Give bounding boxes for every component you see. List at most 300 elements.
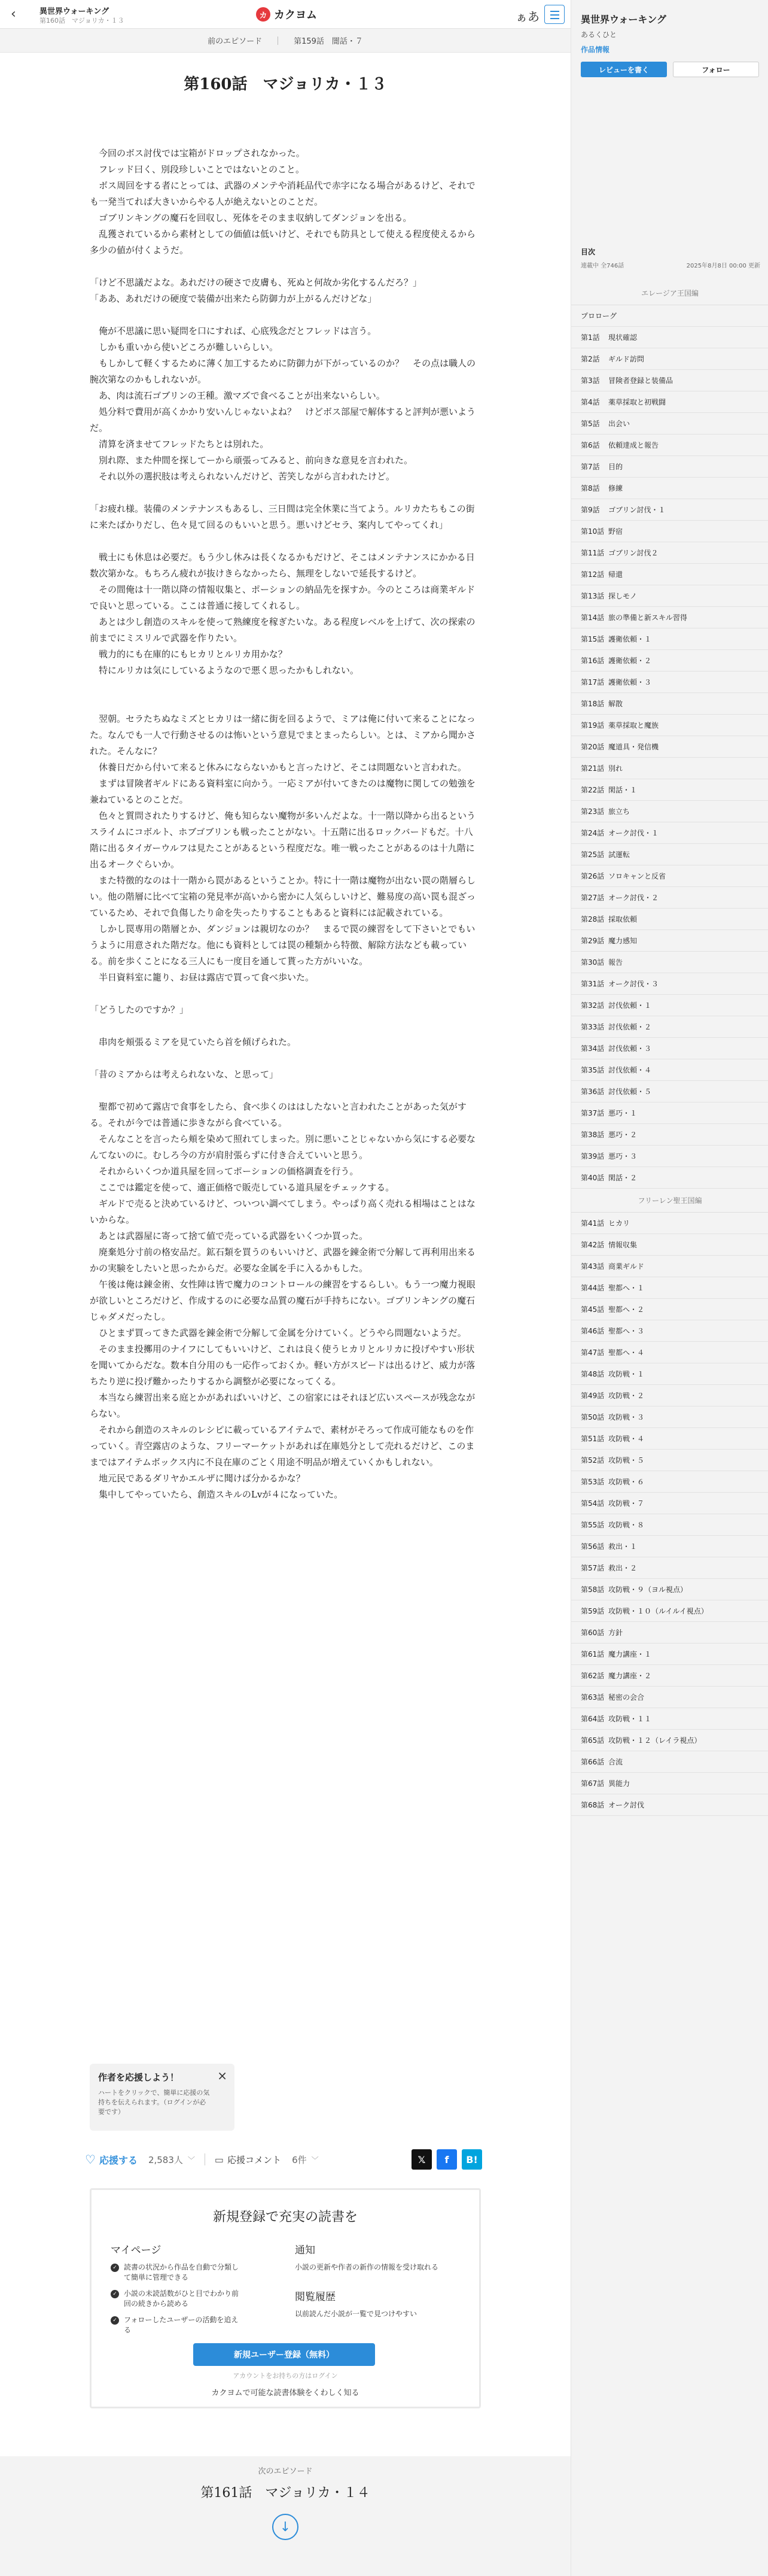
toc-chapter[interactable]: フリーレン聖王国編 [571, 1189, 768, 1213]
body-paragraph: あとは少し創造のスキルを使って熟練度を稼ぎたいな。ある程度レベルを上げて、次の探索の前までにミスリルで武器を作りたい。 [90, 616, 476, 643]
body-paragraph: 今回のボス討伐では宝箱がドロップされなかった。 [90, 148, 305, 159]
toc-item-number: 第7話 [581, 463, 600, 471]
back-arrow-icon[interactable]: ‹ [11, 7, 16, 22]
toc-item[interactable] [571, 499, 768, 521]
toc-item-number: 第33話 [581, 1023, 605, 1031]
body-paragraph: 聖都で初めて露店で食事をしたら、食べ歩くのははしたないと言われたことがあった気がする。それが今では普通に歩きながら食べている。 [90, 1101, 467, 1128]
toc-item-title: ギルド訪問 [608, 355, 644, 363]
body-paragraph: ひとまず買ってきた武器を錬金術で分解して金属を分けていく。どうやら問題ないようだ。 [90, 1328, 467, 1338]
toc-item-number: 第15話 [581, 635, 605, 643]
toc-item-number: 第60話 [581, 1629, 605, 1637]
toc-item[interactable] [571, 1471, 768, 1493]
next-episode [0, 2456, 571, 2576]
toc-item-title: 護衛依頼・２ [608, 657, 652, 665]
toc-item[interactable] [571, 348, 768, 370]
toc-item[interactable] [571, 1342, 768, 1363]
toc-item[interactable] [571, 435, 768, 456]
body-paragraph: 乱獲されているから素材としての価値は低いけど、それでも防具として使える程度使えるから多少の値が付くようだ。 [90, 229, 476, 256]
toc-item[interactable] [571, 607, 768, 628]
x-share-icon[interactable]: 𝕏 [412, 2149, 432, 2170]
toc-item[interactable] [571, 1493, 768, 1514]
body-paragraph: また特徴的なのは十一階から罠があるということか。特に十一階は魔物が出ない罠の階層らしい。他の階層に比べて宝箱の発見率が高いから密かに人気らしいけど、難易度の高い罠も混ざっているため、それで負傷したり命を失ったりすることもあると資料には記載されている。 [90, 875, 476, 918]
toc-item-title: 冒険者登録と装備品 [608, 376, 673, 385]
toc-item[interactable] [571, 1514, 768, 1536]
toc-item-number: 第13話 [581, 592, 605, 600]
toc-item-number: 第8話 [581, 484, 600, 493]
toc-item-title: 旅立ち [608, 807, 630, 816]
body-paragraph: あ、肉は流石ゴブリンの王種。激マズで食べることが出来ないらしい。 [90, 390, 385, 401]
toc-item[interactable] [571, 1773, 768, 1794]
toc-item[interactable] [571, 1600, 768, 1622]
toc-item[interactable] [571, 844, 768, 865]
toc-item-number: 第10話 [581, 527, 605, 536]
toc-item-title: 商業ギルド [608, 1262, 644, 1271]
toc-item-number: 第63話 [581, 1693, 605, 1702]
toc-item-title: オーク討伐・１ [608, 829, 659, 837]
learn-more-link[interactable]: カクヨムで可能な読書体験をくわしく知る [211, 2389, 359, 2398]
body-paragraph: 俺が不思議に思い疑問を口にすれば、心底残念だとフレッドは言う。 [90, 326, 377, 336]
toc-item-title: オーク討伐 [608, 1801, 645, 1809]
toc-item-number: 第21話 [581, 764, 605, 773]
toast-body: ハートをクリックで、簡単に応援の気持ちを伝えられます。（ログインが必要です） [98, 2089, 210, 2116]
toc-item-number: 第65話 [581, 1736, 605, 1745]
toc-item-title: 試運転 [608, 850, 630, 859]
toc-item[interactable] [571, 822, 768, 844]
prev-episode-label[interactable]: 前のエピソード [208, 37, 263, 46]
toc-item-number: 第35話 [581, 1066, 605, 1074]
body-paragraph: ここでは鑑定を使って、適正価格で販売している道具屋をチェックする。 [90, 1182, 395, 1193]
toc-item-title: 攻防戦・１０（ルイルイ視点） [608, 1607, 708, 1615]
toc-item-title: 護衛依頼・１ [608, 635, 652, 643]
heart-icon[interactable]: ♡ [85, 2152, 96, 2167]
toc-item[interactable] [571, 413, 768, 435]
toc-item-title: ゴブリン討伐・１ [608, 506, 666, 514]
toc-item-title: 魔力感知 [608, 937, 638, 945]
toc-item-title: 聖都へ・２ [608, 1305, 645, 1314]
register-promo [90, 2188, 481, 2408]
toc-item-title: 依頼達成と報告 [608, 441, 659, 449]
toc-item-number: 第50話 [581, 1413, 605, 1421]
toc-item[interactable] [571, 1124, 768, 1146]
toc-item-title: 討伐依頼・１ [608, 1001, 652, 1010]
sidebar-work-title[interactable]: 異世界ウォーキング [581, 14, 666, 25]
toc-item-number: 第57話 [581, 1564, 605, 1572]
toc-item-title: 悪巧・２ [608, 1131, 638, 1139]
toc-item[interactable] [571, 1299, 768, 1320]
toc-item-number: 第16話 [581, 657, 605, 665]
support-count[interactable]: 2,583人 [148, 2154, 183, 2165]
write-review-button[interactable]: レビューを書く [581, 62, 667, 77]
body-paragraph: もしかして軽くするために薄く加工するために防御力が下がっているのか？ その点は職人の腕次第なのかもしれないが。 [90, 358, 476, 385]
toc-item-title: 攻防戦・４ [608, 1435, 645, 1443]
toc-item-title: オーク討伐・３ [608, 980, 659, 988]
header-episode-subtitle: 第160話 マジョリカ・１３ [39, 17, 124, 25]
toc-item-title: 救出・２ [608, 1564, 638, 1572]
toc-item-number: 第1話 [581, 333, 600, 342]
mypage-column [111, 2241, 239, 2341]
login-link[interactable]: アカウントをお持ちの方はログイン [233, 2372, 338, 2380]
toc-item[interactable] [571, 1256, 768, 1277]
toc-item[interactable] [571, 370, 768, 391]
toc-item-title: 悪巧・３ [608, 1152, 638, 1161]
toc-item-number: 第46話 [581, 1327, 605, 1335]
body-paragraph: その間俺は十一階以降の情報収集と、ポーションの納品先を探すか。今のところは商業ギルドで良いと思っている。ここは普通に接してくれるし。 [90, 584, 476, 611]
toc-header [581, 247, 760, 269]
toc-item-title: 魔力講座・１ [608, 1650, 652, 1658]
toc-item[interactable] [571, 1665, 768, 1687]
toc-item[interactable] [571, 521, 768, 542]
kakuyomu-logo[interactable] [256, 6, 317, 23]
share-buttons [412, 2149, 482, 2170]
notify-heading: 通知 [295, 2244, 315, 2256]
toc-item-title: 討伐依頼・５ [608, 1087, 652, 1096]
body-paragraph: しかし罠専用の階層とか、ダンジョンは親切なのか？ まるで罠の練習をして下さいとでもいうように用意された階だな。他にも資料としては罠の種類から特徴、解除方法なども載っている。前を歩くことになる三人にも一度目を通して貰った方がいいな。 [90, 924, 476, 967]
toc-item-number: 第31話 [581, 980, 605, 988]
toc-item-title: 聖都へ・３ [608, 1327, 645, 1335]
toc-item-title: 悪巧・１ [608, 1109, 638, 1117]
body-paragraph: 色々と質問されたりするけど、俺も知らない魔物が多いんだよな。十一階以降から出るというスライムにコボルト、ホブゴブリンも戦ったことがない。十五階に出るロックバードもだ。十八階に出るタイガーウルフは見たことがあるという程度だな。唯一戦ったことがあるのは十九階に出るオークぐらいか。 [90, 810, 476, 870]
toc-item-title: 解散 [608, 700, 623, 708]
toc-item-number: 第40話 [581, 1174, 605, 1182]
toc-item[interactable] [571, 650, 768, 672]
toc-item[interactable] [571, 973, 768, 995]
arrow-down-icon[interactable]: ↓ [272, 2514, 298, 2540]
toc-item-number: 第52話 [581, 1456, 605, 1465]
toc-item-title: 攻防戦・８ [608, 1521, 645, 1529]
toc-item[interactable] [571, 1081, 768, 1102]
next-episode-label: 次のエピソード [258, 2467, 313, 2476]
toc-item[interactable] [571, 995, 768, 1016]
body-paragraph: 「お疲れ様。装備のメンテナンスもあるし、三日間は完全休業に当てよう。ルリカたちもこの街に来たばかりだし、色々見て回るのもいいと思う。悪いけどセラ、案内してやってくれ」 [90, 503, 475, 530]
toc-item-number: 第27話 [581, 894, 605, 902]
toc-item[interactable] [571, 1579, 768, 1600]
body-paragraph [90, 1083, 481, 1099]
toc-item-title: 修練 [608, 484, 623, 493]
toc-item-title: 採取依頼 [608, 915, 638, 924]
toc-item-number: 第5話 [581, 420, 600, 428]
comment-count[interactable]: 6件 [292, 2154, 307, 2165]
toc-item[interactable] [571, 1557, 768, 1579]
toc-item-number: 第6話 [581, 441, 600, 449]
toc-item-number: 第12話 [581, 570, 605, 579]
toc-item-title: 攻防戦・１ [608, 1370, 645, 1378]
toc-item[interactable] [571, 564, 768, 585]
toc-item-title: 攻防戦・９（ヨル視点） [608, 1585, 688, 1594]
toc-item-number: 第38話 [581, 1131, 605, 1139]
toc-item-number: 第25話 [581, 850, 605, 859]
toc-item-number: 第42話 [581, 1241, 605, 1249]
toc-item-number: 第34話 [581, 1044, 605, 1053]
toc-item[interactable] [571, 1708, 768, 1730]
toc-item-title: 方針 [608, 1629, 623, 1637]
toc-item-number: 第22話 [581, 786, 605, 794]
toc-item-number: 第59話 [581, 1607, 605, 1615]
toc-item[interactable] [571, 1146, 768, 1167]
body-paragraph: 翌朝。セラたちぬなミズとヒカリは一緒に街を回るようで、ミアは俺に付いて来ることになった。なんでも一人で行動させるのは怖いという意見でまとまったらしい。とは、ミアから聞かされた。そんなに？ [90, 713, 476, 757]
mypage-feature: ✓ フォローしたユーザーの活動を追える [111, 2315, 239, 2335]
toc-item-number: 第23話 [581, 807, 605, 816]
toc-item-number: 第17話 [581, 678, 605, 686]
toc-item[interactable] [571, 585, 768, 607]
toc-item[interactable] [571, 1059, 768, 1081]
toc-item[interactable] [571, 715, 768, 736]
toc-item[interactable] [571, 1385, 768, 1407]
body-paragraph [90, 695, 481, 711]
body-paragraph: フレッド曰く、別段珍しいことではないとのこと。 [90, 164, 304, 175]
toc-item-number: 第61話 [581, 1650, 605, 1658]
toc-item[interactable] [571, 952, 768, 973]
toc-item-title: オーク討伐・２ [608, 894, 659, 902]
toc-item[interactable] [571, 1687, 768, 1708]
toc-item-number: 第58話 [581, 1585, 605, 1594]
toc-item[interactable] [571, 1038, 768, 1059]
menu-button[interactable] [544, 5, 565, 24]
toast-title: 作者を応援しよう！ [98, 2072, 179, 2083]
toc-item[interactable] [571, 672, 768, 693]
sidebar-buttons [581, 62, 759, 77]
toc-item[interactable] [571, 909, 768, 930]
body-paragraph [90, 307, 481, 323]
toc-item-title: 討伐依頼・３ [608, 1044, 652, 1053]
toc-item-number: 第62話 [581, 1672, 605, 1680]
toc-item-number: 第64話 [581, 1715, 605, 1723]
toc-item-title: 旅の準備と新スキル習得 [608, 613, 687, 622]
toc-item-number: 第29話 [581, 937, 605, 945]
toc-item-title: 現状確認 [608, 333, 638, 342]
toc-item-number: 第4話 [581, 398, 600, 406]
body-paragraph [90, 259, 481, 275]
toc-item[interactable] [571, 930, 768, 952]
toc-item[interactable] [571, 305, 768, 327]
toc-item[interactable] [571, 736, 768, 758]
toc-item-title: 護衛依頼・３ [608, 678, 652, 686]
body-paragraph: 処分料で費用が高くかかり安いんじゃないよね？ けどボス部屋で解体すると評判が悪いようだ。 [90, 406, 476, 433]
episode-actions [85, 2147, 482, 2171]
toc-item-number: 第44話 [581, 1284, 605, 1292]
body-paragraph: 戦士にも休息は必要だ。もう少し休みは長くなるかもだけど、そこはメンテナンスにかかる日数次第かな。もちろん疲れが抜けきらなかったら、無理をしないで延長するけど。 [90, 552, 475, 579]
toc-item-number: 第45話 [581, 1305, 605, 1314]
episode-title: 第160話 マジョリカ・１３ [184, 75, 387, 93]
toc-item-title: 攻防戦・１２（レイラ視点） [608, 1736, 702, 1745]
toc-item[interactable] [571, 1794, 768, 1816]
toc-item[interactable] [571, 1016, 768, 1038]
toc-item[interactable] [571, 1450, 768, 1471]
work-info-link[interactable]: 作品情報 [581, 45, 610, 54]
toc-item[interactable] [571, 801, 768, 822]
body-paragraph [90, 1050, 481, 1067]
toc-item-number: 第2話 [581, 355, 600, 363]
toc-item-number: 第30話 [581, 958, 605, 967]
support-button[interactable]: 応援する [99, 2154, 138, 2166]
toc-meta [581, 260, 760, 269]
toc-item-title: 聖都へ・１ [608, 1284, 645, 1292]
body-paragraph: そのまま投擲用のナイフにしてもいいけど、これは良く使うヒカリとルリカに投げやすい形状を聞いてからだな。数本自分用のも一応作っておくか。軽い方がスピードは出るけど、威力が落ちたり逆に投げ難かったりするから調整が必要になってくる。 [90, 1344, 476, 1387]
toc-item[interactable] [571, 758, 768, 779]
body-paragraph: 「どうしたのですか？」 [90, 1004, 189, 1015]
toc-item-number: 第47話 [581, 1348, 605, 1357]
mypage-feature: ✓ 小説の未読話数がひと目でわかり前回の続きから読める [111, 2289, 239, 2309]
toc-heading: 目次 [581, 248, 596, 256]
toc-item-number: 第55話 [581, 1521, 605, 1529]
toc-item-number: 第51話 [581, 1435, 605, 1443]
toc-chapter[interactable]: エレージア王国編 [571, 281, 768, 305]
toc-item[interactable] [571, 1102, 768, 1124]
toc-item-title: 薬草採取と魔族 [608, 721, 659, 730]
toc-item-number: 第41話 [581, 1219, 605, 1228]
toc-item-number: 第54話 [581, 1499, 605, 1508]
close-icon[interactable]: × [217, 2068, 227, 2083]
toc-item-title: 合流 [608, 1758, 623, 1766]
work-sidebar [571, 0, 768, 2576]
body-paragraph: 「けど不思議だよな。あれだけの硬さで皮膚も、死ぬと何故か劣化するんだろ？」 [90, 277, 422, 288]
toc-item[interactable] [571, 1234, 768, 1256]
body-paragraph: 清算を済ませてフレッドたちとは別れた。 [90, 439, 269, 449]
toc-item-title: 閑話・１ [608, 786, 638, 794]
body-paragraph: 「ああ、あれだけの硬度で装備が出来たら防御力が上がるんだけどな」 [90, 293, 377, 304]
body-paragraph: 半日資料室に籠り、お昼は露店で買って食べ歩いた。 [90, 972, 315, 983]
body-paragraph [90, 986, 481, 1002]
toc-item-number: 第28話 [581, 915, 605, 924]
body-paragraph: まずは冒険者ギルドにある資料室に向かう。一応ミアが付いてきたのは魔物に関しての勉強を兼ねているとのことだ。 [90, 778, 476, 805]
toc-item-number: 第19話 [581, 721, 605, 730]
toc-item-title: 救出・１ [608, 1542, 638, 1551]
support-toast [90, 2064, 234, 2131]
toc-item-number: 第32話 [581, 1001, 605, 1010]
toc-item-title: 帰還 [608, 570, 623, 579]
toc-item-title: 出会い [608, 420, 630, 428]
toc-item[interactable] [571, 1213, 768, 1234]
body-paragraph [90, 533, 481, 549]
notify-desc: 小説の更新や作者の新作の情報を受け取れる [295, 2263, 439, 2271]
body-paragraph: 休養日だから付いて来ると休みにならないかもと言ったけど、そこは問題ないと言われた。 [90, 762, 467, 773]
toc-item[interactable] [571, 391, 768, 413]
toc-item[interactable] [571, 887, 768, 909]
toc-item[interactable] [571, 1428, 768, 1450]
toc-item-number: 第18話 [581, 700, 605, 708]
toc-item-number: 第36話 [581, 1087, 605, 1096]
toc-item[interactable] [571, 478, 768, 499]
toc-item-title: 閑話・２ [608, 1174, 638, 1182]
comment-icon[interactable]: ▭ [214, 2153, 224, 2165]
body-paragraph: ボス周回をする者にとっては、武器のメンテや消耗品代で赤字になる場合があるけど、それでも一発当てれば大きいからやる人が絶えないとのことだ。 [90, 180, 476, 207]
comment-button[interactable]: 応援コメント [227, 2154, 282, 2165]
toc-item[interactable] [571, 1407, 768, 1428]
body-paragraph [90, 1018, 481, 1034]
next-episode-title[interactable]: 第161話 マジョリカ・１４ [200, 2486, 370, 2501]
toc-item-title: ソロキャンと反省 [608, 872, 666, 880]
toc-item-title: 情報収集 [608, 1241, 638, 1249]
body-paragraph: そんなことを言ったら頬を染めて照れてしまった。別に悪いことじゃないから気にする必要なんてないのに。むしろ今の方が肩肘張らずに付き合えていいと思う。 [90, 1134, 476, 1161]
body-paragraph: 本当なら練習出来る庭とかがあればいいけど、この宿家にはそれほど広いスペースが残念ながらない。 [90, 1392, 476, 1419]
toc-item[interactable] [571, 1644, 768, 1665]
prev-episode-title[interactable]: 第159話 闇話・７ [294, 37, 363, 46]
check-icon: ✓ [111, 2290, 119, 2298]
toc-item[interactable] [571, 1277, 768, 1299]
toc-item[interactable] [571, 865, 768, 887]
toc-item[interactable] [571, 1536, 768, 1557]
work-info [571, 0, 768, 89]
body-paragraph: それ以外の選択肢は考えられないんだけど、苦笑しながら言われたけど。 [90, 471, 395, 482]
body-paragraph: 「昔のミアからは考えられないな、と思って」 [90, 1069, 279, 1080]
toc-item-title: 攻防戦・２ [608, 1392, 645, 1400]
toc-item[interactable] [571, 1363, 768, 1385]
logo-text: カクヨム [274, 9, 317, 22]
body-paragraph [90, 129, 481, 145]
toc-item[interactable] [571, 1730, 768, 1751]
toc-item[interactable] [571, 327, 768, 348]
toc-item[interactable] [571, 456, 768, 478]
body-paragraph: 廃棄処分寸前の格安品だ。鉱石類を買うのもいいけど、武器を錬金術で分解して再利用出来るかの実験をしたいと思ったからだ。必要な金属を手に入るかもした。 [90, 1247, 476, 1274]
header-work-title[interactable]: 異世界ウォーキング [39, 7, 109, 16]
body-paragraph: ギルドで売ると決めているけど、ついつい調べてしまう。やっぱり高く売れる相場はことはないからな。 [90, 1198, 476, 1225]
toc-item-title: 魔力講座・２ [608, 1672, 652, 1680]
toc-item-number: 第3話 [581, 376, 600, 385]
toc-item-title: ゴブリン討伐２ [608, 549, 659, 557]
chevron-down-icon[interactable]: ﹀ [187, 2155, 195, 2164]
register-title: 新規登録で充実の読書を [212, 2210, 358, 2225]
toc-item-title: 攻防戦・６ [608, 1478, 645, 1486]
toc-updated: 2025年8月8日 00:00 更新 [686, 263, 760, 269]
toc-item-number: 第24話 [581, 829, 605, 837]
toc-item-title: プロローグ [581, 312, 617, 320]
hatena-bookmark-icon[interactable]: B! [462, 2149, 482, 2170]
toc-item-title: 攻防戦・７ [608, 1499, 645, 1508]
toc-item-number: 第37話 [581, 1109, 605, 1117]
toc-item-title: 別れ [608, 764, 623, 773]
toc-item-title: 野宿 [608, 527, 623, 536]
toc-item-title: 討伐依頼・４ [608, 1066, 652, 1074]
body-paragraph: ゴブリンキングの魔石を回収し、死体をそのまま収納してダンジョンを出る。 [90, 212, 412, 223]
mypage-feature: ✓ 読書の状況から作品を自動で分類して簡単に管理できる [111, 2262, 239, 2283]
toc-item[interactable] [571, 779, 768, 801]
toc-item-title: 魔道具・発信機 [608, 743, 659, 751]
check-icon: ✓ [111, 2264, 119, 2272]
toc-item-number: 第26話 [581, 872, 605, 880]
register-button[interactable]: 新規ユーザー登録（無料） [193, 2343, 375, 2366]
toc-status: 連載中 全746話 [581, 263, 624, 269]
body-paragraph: それから創造のスキルのレシピに載っているアイテムで、素材がそろって作成可能なものを作っていく。青空露店のような、フリーマーケットがあれば在庫処分として売れるだけど、このままではアイテムボックス内に不良在庫のごとく用途不明品が増えていくかもしれない。 [90, 1424, 475, 1468]
chevron-down-icon[interactable]: ﹀ [311, 2155, 319, 2164]
toc-item[interactable] [571, 1320, 768, 1342]
toc-item-number: 第9話 [581, 506, 600, 514]
toc-item-number: 第67話 [581, 1779, 605, 1788]
toc-item-title: 目的 [608, 463, 623, 471]
toc-item[interactable] [571, 628, 768, 650]
toc-item-title: 報告 [608, 958, 623, 967]
facebook-share-icon[interactable]: f [437, 2149, 457, 2170]
toc-item[interactable] [571, 1751, 768, 1773]
toc-item-title: 攻防戦・３ [608, 1413, 645, 1421]
toc-item-number: 第56話 [581, 1542, 605, 1551]
notify-column [295, 2241, 438, 2319]
follow-button[interactable]: フォロー [673, 62, 759, 77]
toc-item-number: 第48話 [581, 1370, 605, 1378]
font-size-button[interactable]: ぁあ [516, 10, 540, 24]
toc-item-number: 第68話 [581, 1801, 605, 1809]
toc-item[interactable] [571, 1622, 768, 1644]
toc-item[interactable] [571, 542, 768, 564]
toc-item[interactable] [571, 1167, 768, 1189]
check-icon: ✓ [111, 2316, 119, 2325]
top-header [0, 0, 571, 29]
toc-item[interactable] [571, 693, 768, 715]
body-paragraph: 串肉を頬張るミアを見ていたら首を傾げられた。 [90, 1037, 297, 1047]
body-paragraph: 特にルリカは気にしているようなので悪く思ったかもしれない。 [90, 665, 359, 676]
toc-item-number: 第20話 [581, 743, 605, 751]
toc-item-number: 第43話 [581, 1262, 605, 1271]
table-of-contents [571, 281, 768, 1816]
sidebar-author[interactable]: あるくひと [581, 31, 617, 39]
